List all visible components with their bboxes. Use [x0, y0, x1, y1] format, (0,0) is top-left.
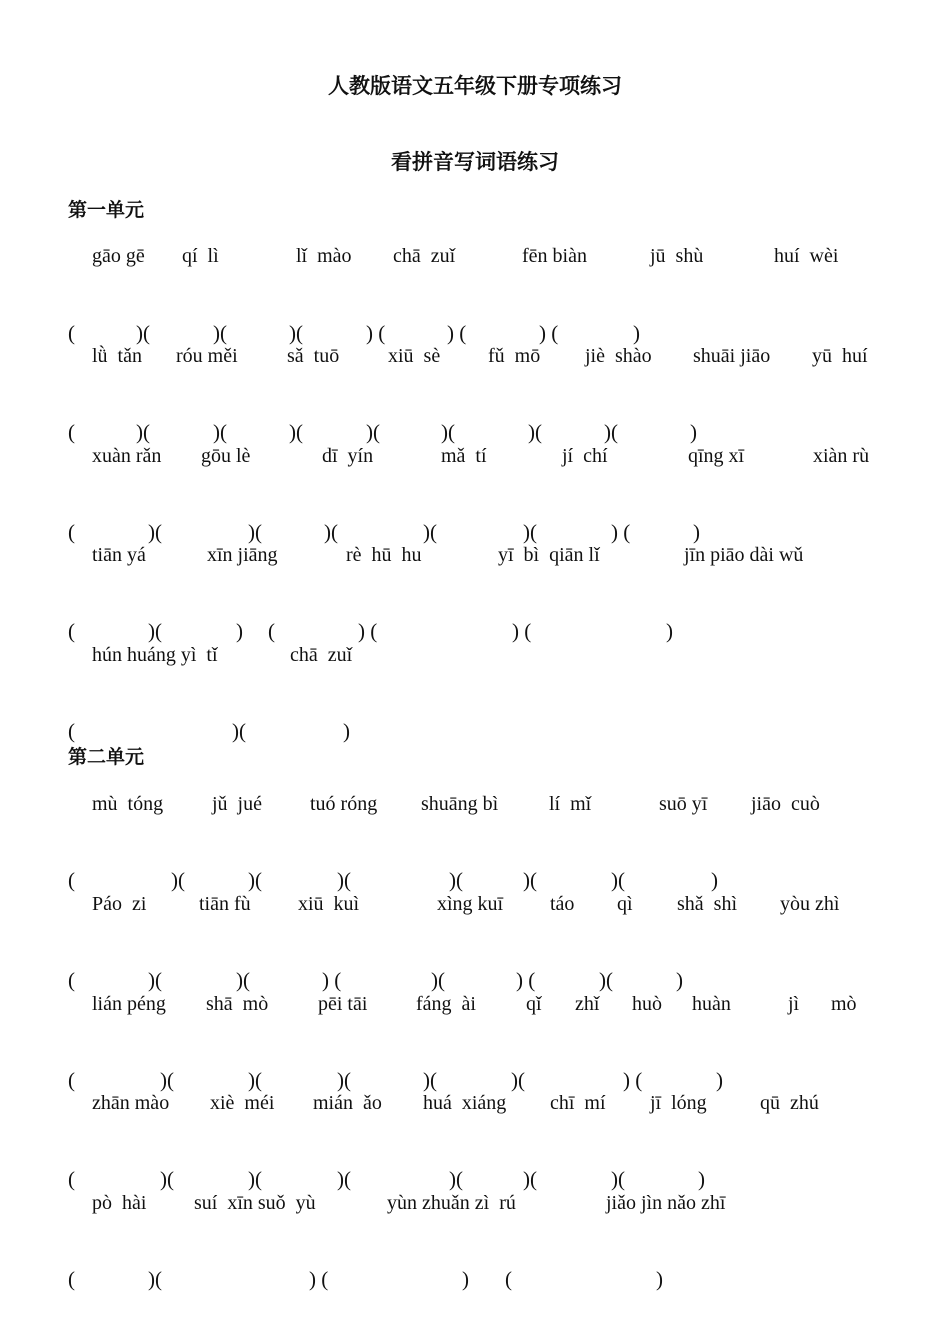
pinyin-word: xìng kuī — [437, 893, 504, 915]
pinyin-word: tiān fù — [199, 893, 251, 915]
pinyin-word: gāo gē — [92, 245, 145, 267]
pinyin-word: chā zuǐ — [393, 245, 456, 267]
answer-blank[interactable]: ( — [68, 520, 75, 544]
pinyin-word: xiū sè — [388, 345, 441, 367]
unit-heading: 第二单元 — [68, 746, 145, 768]
pinyin-word: pēi tāi — [318, 993, 368, 1015]
pinyin-word: qí lì — [182, 245, 219, 267]
pinyin-word: jì — [788, 993, 800, 1015]
pinyin-word: zhān mào — [92, 1092, 170, 1114]
pinyin-word: lí mǐ — [549, 793, 592, 815]
pinyin-word: qì — [617, 893, 633, 915]
document-title: 人教版语文五年级下册专项练习 — [328, 74, 622, 98]
pinyin-word: tiān yá — [92, 544, 146, 566]
pinyin-word: jǔ jué — [212, 793, 262, 815]
pinyin-word: fēn biàn — [522, 245, 587, 267]
pinyin-word: yòu zhì — [780, 893, 840, 915]
pinyin-word: sǎ tuō — [287, 345, 340, 367]
pinyin-word: qǐ — [526, 993, 542, 1015]
answer-blank-row: ( )( ) ( ) ( ) ( ) — [68, 619, 673, 643]
pinyin-word: shǎ shì — [677, 893, 737, 915]
answer-blank[interactable]: ( — [68, 1267, 75, 1291]
pinyin-word: yùn zhuǎn zì rú — [387, 1192, 516, 1214]
pinyin-word: tuó róng — [310, 793, 378, 815]
pinyin-word: huàn — [692, 993, 731, 1015]
pinyin-word: mò — [831, 993, 857, 1015]
pinyin-word: yū huí — [812, 345, 868, 367]
pinyin-word: shā mò — [206, 993, 269, 1015]
pinyin-word: xiè méi — [210, 1092, 275, 1114]
answer-blank[interactable]: ( — [68, 619, 75, 643]
pinyin-word: huí wèi — [774, 245, 839, 267]
answer-blank[interactable]: ( — [68, 719, 75, 743]
pinyin-word: qīng xī — [688, 445, 745, 467]
pinyin-word: Páo zi — [92, 893, 147, 915]
pinyin-word: qū zhú — [760, 1092, 819, 1114]
answer-blank[interactable]: ( — [68, 420, 75, 444]
pinyin-word: xuàn rǎn — [92, 445, 162, 467]
pinyin-word: jī lóng — [650, 1092, 707, 1114]
pinyin-word: jiè shào — [585, 345, 652, 367]
pinyin-word: pò hài — [92, 1192, 147, 1214]
pinyin-word: gōu lè — [201, 445, 251, 467]
unit-heading: 第一单元 — [68, 199, 145, 221]
pinyin-word: mǎ tí — [441, 445, 487, 467]
pinyin-word: jí chí — [562, 445, 608, 467]
pinyin-word: huò — [632, 993, 662, 1015]
pinyin-word: mián ǎo — [313, 1092, 382, 1114]
answer-blank-row: ( )( )( ) ( )( ) ( )( ) — [68, 968, 683, 992]
pinyin-word: suí xīn suǒ yù — [194, 1192, 316, 1214]
pinyin-word: dī yín — [322, 445, 374, 467]
pinyin-word: fǔ mō — [488, 345, 541, 367]
pinyin-word: jīn piāo dài wǔ — [684, 544, 804, 566]
pinyin-word: yī bì qiān lǐ — [498, 544, 600, 566]
pinyin-word: táo — [550, 893, 575, 915]
pinyin-word: shuāi jiāo — [693, 345, 771, 367]
answer-blank[interactable]: ( — [68, 321, 75, 345]
pinyin-word: jiāo cuò — [751, 793, 820, 815]
pinyin-word: chī mí — [550, 1092, 606, 1114]
pinyin-word: jū shù — [650, 245, 704, 267]
pinyin-word: xiàn rù — [813, 445, 870, 467]
pinyin-word: jiǎo jìn nǎo zhī — [606, 1192, 726, 1214]
answer-blank[interactable]: ( — [68, 868, 75, 892]
pinyin-word: lǜ tǎn — [92, 345, 142, 367]
answer-blank-row: ( )( ) ( ) ( ) — [68, 1267, 663, 1291]
answer-blank-row: ( )( )( )( )( )( )( )( ) — [68, 420, 697, 444]
pinyin-word: lǐ mào — [296, 245, 352, 267]
pinyin-word: fáng ài — [416, 993, 476, 1015]
pinyin-word: róu měi — [176, 345, 238, 367]
answer-blank-row: ( )( )( )( ) ( ) ( ) ( ) — [68, 321, 640, 345]
pinyin-word: shuāng bì — [421, 793, 499, 815]
pinyin-word: mù tóng — [92, 793, 164, 815]
answer-blank-row: ( )( ) — [68, 719, 350, 743]
pinyin-word: xīn jiāng — [207, 544, 278, 566]
answer-blank[interactable]: ( — [68, 1167, 75, 1191]
answer-blank-row: ( )( )( )( )( )( ) ( ) — [68, 520, 700, 544]
pinyin-word: zhǐ — [575, 993, 600, 1015]
pinyin-word: xiū kuì — [298, 893, 360, 915]
pinyin-word: hún huáng yì tǐ — [92, 644, 218, 666]
answer-blank[interactable]: ( — [68, 1068, 75, 1092]
pinyin-word: huá xiáng — [423, 1092, 507, 1114]
pinyin-word: rè hū hu — [346, 544, 422, 566]
answer-blank-row: ( )( )( )( )( )( ) ( ) — [68, 1068, 723, 1092]
answer-blank-row: ( )( )( )( )( )( )( ) — [68, 1167, 705, 1191]
pinyin-word: suō yī — [659, 793, 708, 815]
pinyin-word: lián péng — [92, 993, 166, 1015]
answer-blank[interactable]: ( — [68, 968, 75, 992]
answer-blank-row: ( )( )( )( )( )( )( ) — [68, 868, 718, 892]
document-subtitle: 看拼音写词语练习 — [391, 150, 559, 174]
pinyin-word: chā zuǐ — [290, 644, 353, 666]
